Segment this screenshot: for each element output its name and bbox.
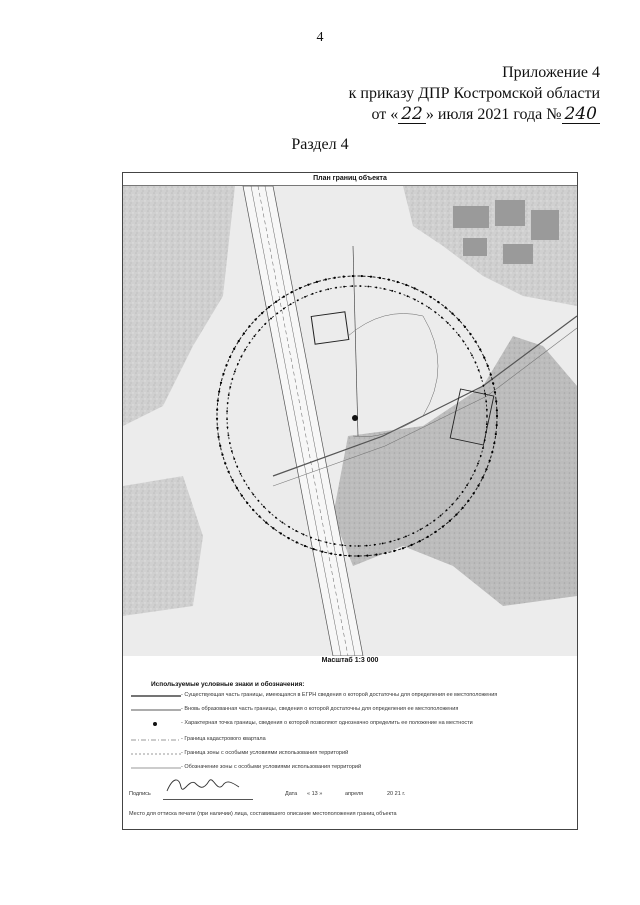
page-number: 4 bbox=[316, 30, 324, 45]
date-label: Дата bbox=[285, 791, 298, 797]
legend-point-symbol bbox=[153, 722, 157, 726]
appendix-header bbox=[300, 62, 600, 125]
legend-item: - Существующая часть границы, имеющаяся в ЕГРН сведения о которой достаточны для определения ее местоположения bbox=[181, 692, 498, 698]
object-point bbox=[352, 415, 358, 421]
legend-item: - Обозначение зоны с особыми условиями использования территорий bbox=[181, 764, 362, 770]
plan-sheet bbox=[122, 172, 578, 830]
seal-place-note: Место для оттиска печати (при наличии) лица, составившего описание местоположения границ объекта bbox=[129, 811, 397, 817]
map-scale: Масштаб 1:3 000 bbox=[321, 657, 379, 664]
legend-title: Используемые условные знаки и обозначения: bbox=[151, 681, 305, 688]
legend-symbols bbox=[129, 690, 189, 780]
appendix-line-3 bbox=[300, 104, 600, 125]
date-year-suffix: г. bbox=[402, 791, 406, 797]
date-year-prefix: 20 bbox=[387, 791, 394, 797]
handwritten-order-number: 240 bbox=[562, 105, 600, 124]
legend-item: - Граница зоны с особыми условиями использования территорий bbox=[181, 750, 349, 756]
appendix-line-2: к приказу ДПР Костромской области bbox=[348, 85, 600, 102]
legend-item: - Граница кадастрового квартала bbox=[181, 736, 266, 742]
appendix-line-1: Приложение 4 bbox=[502, 64, 600, 81]
date-day: « 13 » bbox=[307, 791, 323, 797]
legend-item: - Характерная точка границы, сведения о которой позволяют однозначно определить ее положение на местности bbox=[181, 720, 473, 726]
date-year-value: 21 bbox=[394, 791, 401, 797]
appendix-date-prefix: от « bbox=[371, 106, 399, 123]
appendix-date-middle: » июля 2021 года № bbox=[425, 106, 562, 123]
section-title: Раздел 4 bbox=[291, 136, 349, 153]
date-day-value: 13 bbox=[311, 791, 318, 797]
date-month: апреля bbox=[345, 791, 364, 797]
signature-label: Подпись bbox=[129, 791, 151, 797]
handwritten-day: 22 bbox=[398, 105, 426, 124]
legend-item: - Вновь образованная часть границы, сведения о которой достаточны для определения ее местоположения bbox=[181, 706, 459, 712]
handwritten-signature bbox=[163, 773, 243, 797]
date-year bbox=[387, 791, 405, 797]
plan-title: План границ объекта bbox=[123, 173, 577, 186]
signature-underline bbox=[163, 799, 253, 800]
boundary-map bbox=[123, 186, 577, 656]
